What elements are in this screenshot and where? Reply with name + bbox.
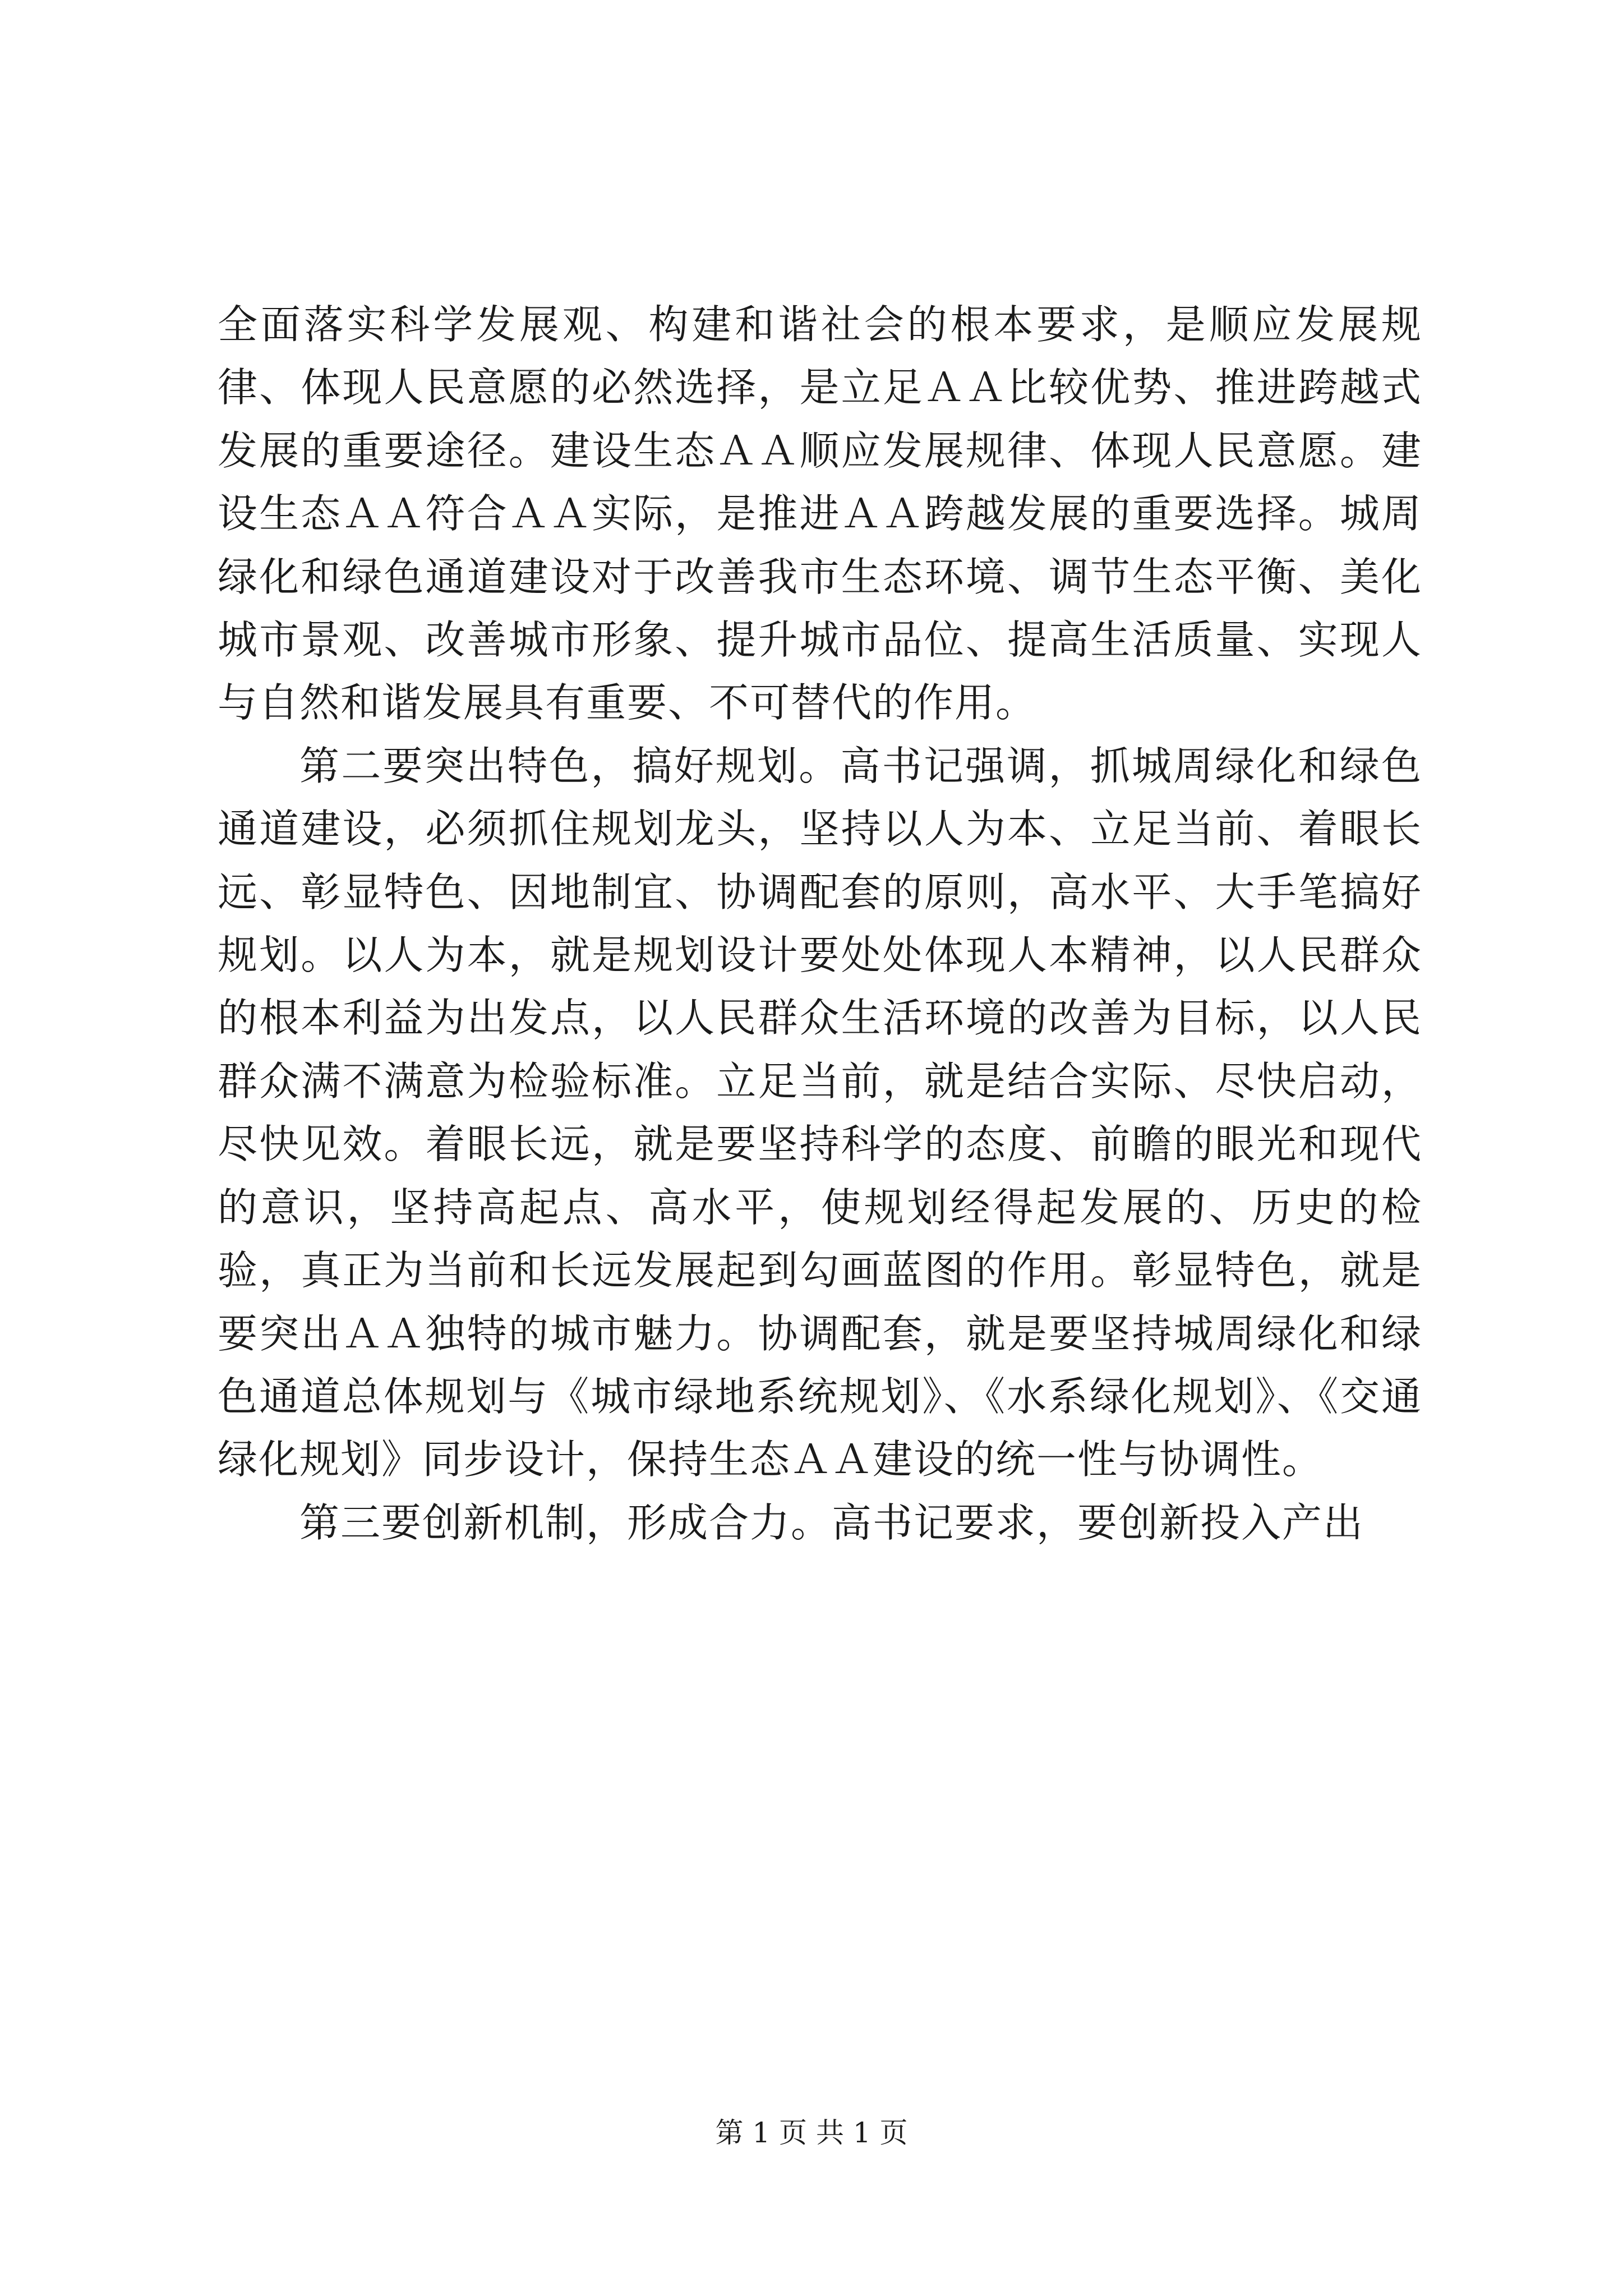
- paragraph-3: 第三要创新机制，形成合力。高书记要求，要创新投入产出: [299, 1499, 1364, 1546]
- paragraph-2: 第二要突出特色，搞好规划。高书记强调，抓城周绿化和绿色通道建设，必须抓住规划龙头，坚持以人为本、立足当前、着眼长远、彰显特色、因地制宜、协调配套的原则，高水平、大手笔搞好规划。以人为本，就是规划设计要处处体现人本精神，以人民群众的根本利益为出发点，以人民群众生活环境的改善为目标，以人民群众满不满意为检验标准。立足当前，就是结合实际、尽快启动，尽快见效。着眼长远，就是要坚持科学的态度、前瞻的眼光和现代的意识，坚持高起点、高水平，使规划经得起发展的、历史的检验，真正为当前和长远发展起到勾画蓝图的作用。彰显特色，就是要突出ＡＡ独特的城市魅力。协调配套，就是要坚持城周绿化和绿色通道总体规划与《城市绿地系统规划》、《水系绿化规划》、《交通绿化规划》同步设计，保持生态ＡＡ建设的统一性与协调性。: [218, 742, 1422, 1483]
- document-body: [218, 293, 1422, 1554]
- page-footer: 第 1 页 共 1 页: [715, 2116, 908, 2149]
- paragraph-1: 全面落实科学发展观、构建和谐社会的根本要求，是顺应发展规律、体现人民意愿的必然选择，是立足ＡＡ比较优势、推进跨越式发展的重要途径。建设生态ＡＡ顺应发展规律、体现人民意愿。建设生态ＡＡ符合ＡＡ实际，是推进ＡＡ跨越发展的重要选择。城周绿化和绿色通道建设对于改善我市生态环境、调节生态平衡、美化城市景观、改善城市形象、提升城市品位、提高生活质量、实现人与自然和谐发展具有重要、不可替代的作用。: [218, 301, 1422, 726]
